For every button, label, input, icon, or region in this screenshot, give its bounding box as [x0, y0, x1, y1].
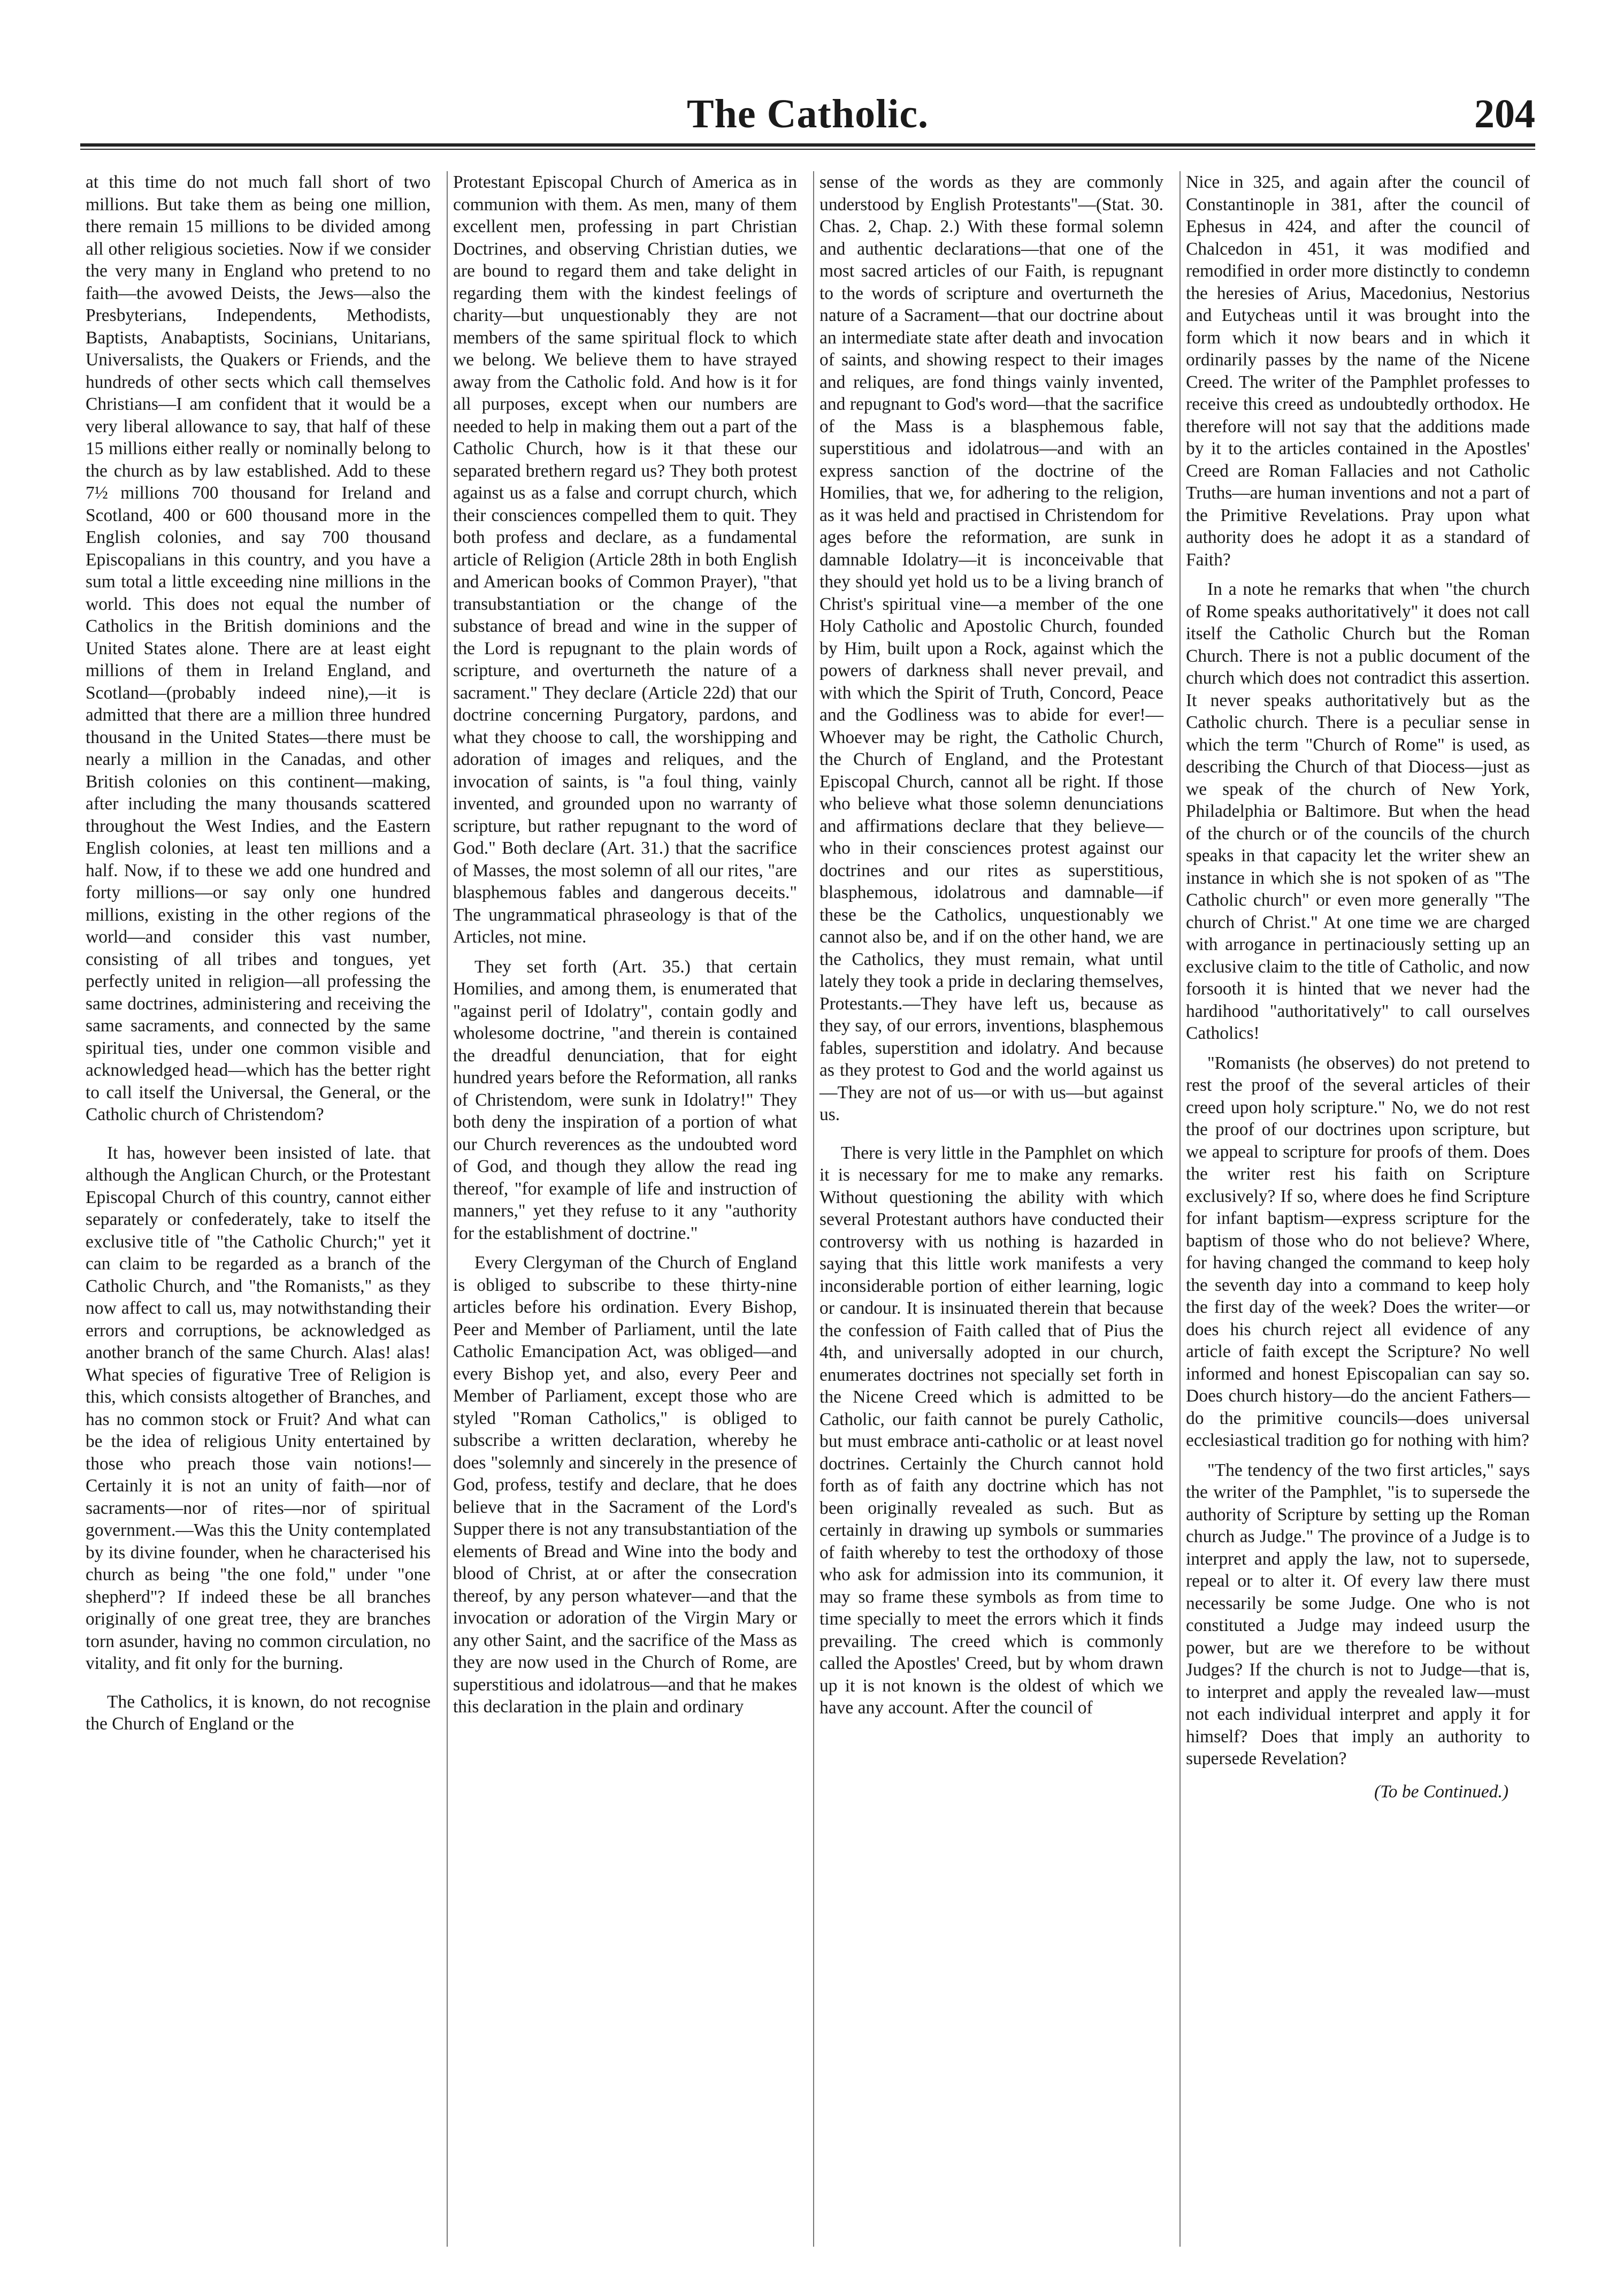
paragraph: Nice in 325, and again after the council of Constantinople in 381, after the council of Ephesus in 424, and after the council of Chalcedon in 451, it was modified and remodified in order more distinctly to condemn the heresies of Arius, Macedonius, Nestorius and Eutycheas until it was brought into the form which it now bears and in which it ordinarily passes by the name of the Nicene Creed. The writer of the Pamphlet professes to receive this creed as undoubtedly orthodox. He therefore will not say that the additions made by it to the articles contained in the Apostles' Creed are Roman Fallacies and not Catholic Truths—are human inventions and not a part of the Primitive Revelations. Pray upon what authority does he adopt it as a standard of Faith?: [1186, 172, 1530, 570]
paragraph: Protestant Episcopal Church of America as in communion with them. As men, many of them excellent men, professing in part Christian Doctrines, and observing Christian duties, we are bound to regard them and take delight in regarding them with the kindest feelings of charity—but unquestionably they are not members of the same spiritual flock to which we belong. We believe them to have strayed away from the Catholic fold. And how is it for all purposes, except when our numbers are needed to help in making them out a part of the Catholic Church, how is it that these our separated brethern regard us? They both protest against us as a false and corrupt church, which their consciences compelled them to quit. They both profess and declare, as a fundamental article of Religion (Article 28th in both English and American books of Common Prayer), "that transubstantiation or the change of the substance of bread and wine in the supper of the Lord is repugnant to the plain words of scripture, and overturneth the nature of a sacrament." They declare (Article 22d) that our doctrine concerning Purgatory, pardons, and what they choose to call, the worshipping and adoration of images and reliques, and the invocation of saints, is "a foul thing, vainly invented, and grounded upon no warranty of scripture, but rather repugnant to the word of God." Both declare (Art. 31.) that the sacrifice of Masses, the most solemn of all our rites, "are blasphemous fables and dangerous deceits." The ungrammatical phraseology is that of the Articles, not mine.: [453, 172, 797, 947]
page-number: 204: [1474, 91, 1535, 136]
column-3: [813, 171, 1169, 2247]
paragraph: sense of the words as they are commonly understood by English Protestants"—(Stat. 30. Chas. 2, Chap. 2.) With these formal solemn and authentic declarations—that one of the most sacred articles of our Faith, is repugnant to the words of scripture and overturneth the nature of a Sacrament—that our doctrine about an intermediate state after death and invocation of saints, and showing respect to their images and reliques, are fond things vainly invented, and repugnant to God's word—that the sacrifice of the Mass is a blasphemous fable, superstitious and idolatrous—and with an express sanction of the doctrine of the Homilies, that we, for adhering to the religion, as it was held and practised in Christendom for ages before the reformation, are sunk in damnable Idolatry—it is inconceivable that they should yet hold us to be a living branch of Christ's spiritual vine—a member of the one Holy Catholic and Apostolic Church, founded by Him, built upon a Rock, against which the powers of darkness shall never prevail, and with which the Spirit of Truth, Concord, Peace and the Godliness was to abide for ever!—Whoever may be right, the Catholic Church, the Church of England, and the Protestant Episcopal Church, cannot all be right. If those who believe what those solemn denunciations and affirmations declare that they believe—who in their consciences protest against our doctrines and our rites as superstitious, blasphemous, idolatrous and damnable—if these be the Catholics, unquestionably we cannot also be, and if on the other hand, we are the Catholics, they must remain, what until lately they took a pride in declaring themselves, Protestants.—They have left us, because as they say, of our errors, inventions, blasphemous fables, superstition and idolatry. And because as they protest to God and the world against us—They are not of us—or with us—but against us.: [819, 172, 1163, 1124]
column-4: [1179, 171, 1535, 2247]
column-1: [80, 171, 436, 2247]
publication-title: The Catholic.: [686, 91, 929, 136]
paragraph: at this time do not much fall short of two millions. But take them as being one million, there remain 15 millions to be divided among all other religious societies. Now if we consider the very many in England who pretend to no faith—the avowed Deists, the Jews—also the Presbyterians, Independents, Methodists, Baptists, Anabaptists, Socinians, Unitarians, Universalists, the Quakers or Friends, and the hundreds of other sects which call themselves Christians—I am confident that it would be a very liberal allowance to say, that half of these 15 millions either really or nominally belong to the church as by law established. Add to these 7½ millions 700 thousand for Ireland and Scotland, 400 or 600 thousand more in the English colonies, and say 700 thousand Episcopalians in this country, and you have a sum total a little exceeding nine millions in the world. This does not equal the number of Catholics in the British dominions and the United States alone. There are at least eight millions of them in Ireland England, and Scotland—(probably indeed nine),—it is admitted that there are a million three hundred thousand in the United States—there must be nearly a million in the Canadas, and other British colonies on this continent—making, after including the many thousands scattered throughout the West Indies, and the Eastern English colonies, at least ten millions and a half. Now, if to these we add one hundred and forty millions—or say only one hundred millions, existing in the other regions of the world—and consider this vast number, consisting of all tribes and tongues, yet perfectly united in religion—all professing the same doctrines, administering and receiving the same sacraments, and connected by the same spiritual ties, under one common visible and acknowledged head—which has the better right to call itself the Universal, the General, or the Catholic church of Christendom?: [86, 172, 431, 1124]
article-columns: [80, 171, 1535, 2247]
page-header: [80, 80, 1535, 144]
paragraph: It has, however been insisted of late. that although the Anglican Church, or the Protestant Episcopal Church of this country, cannot either separately or confederately, take to itself the exclusive title of "the Catholic Church;" yet it can claim to be regarded as a branch of the Catholic Church, and "the Romanists," as they now affect to call us, may notwithstanding their errors and corruptions, be acknowledged as another branch of the same Church. Alas! alas! What species of figurative Tree of Religion is this, which consists altogether of Branches, and has no common stock or Fruit? And what can be the idea of religious Unity entertained by those who preach those vain notions!—Certainly it is not an unity of faith—nor of sacraments—nor of rites—nor of spiritual government.—Was this the Unity contemplated by its divine founder, when he characterised his church as being "the one fold," under "one shepherd"? If indeed these be all branches originally of one great tree, they are branches torn asunder, having no common circulation, no vitality, and fit only for the burning.: [86, 1143, 431, 1673]
paragraph: "The tendency of the two first articles," says the writer of the Pamphlet, "is to supersede the authority of Scripture by setting up the Roman church as Judge." The province of a Judge is to interpret and apply the law, not to supersede, repeal or to alter it. Of every law there must necessarily be some Judge. One who is not constituted a Judge may indeed usurp the power, but are we therefore to be without Judges? If the church is not to Judge—that is, to interpret and apply the revealed law—must not each individual interpret and apply it for himself? Does that imply an authority to supersede Revelation?: [1186, 1460, 1530, 1768]
paragraph: The Catholics, it is known, do not recognise the Church of England or the: [86, 1691, 431, 1734]
paragraph: In a note he remarks that when "the church of Rome speaks authoritatively" it does not call itself the Catholic Church but the Roman Church. There is not a public document of the church which does not contradict this assertion. It never speaks authoritatively but as the Catholic church. There is a peculiar sense in which the term "Church of Rome" is used, as describing the Church of that Diocess—just as we speak of the church of New York, Philadelphia or Baltimore. But when the head of the church or of the councils of the church speaks in that capacity let the writer shew an instance in which she is not spoken of as "The Catholic church" or even more generally "The church of Christ." At one time we are charged with arrogance in pertinaciously setting up an exclusive claim to the title of Catholic, and now forsooth it is hinted that we never had the hardihood "authoritatively" to call ourselves Catholics!: [1186, 579, 1530, 1043]
paragraph: "Romanists (he observes) do not pretend to rest the proof of the several articles of their creed upon holy scripture." No, we do not rest the proof of our doctrines upon scripture, but we appeal to scripture for proofs of them. Does the writer rest his faith on Scripture exclusively? If so, where does he find Scripture for infant baptism—express scripture for the baptism of those who do not believe? Where, for having changed the command to keep holy the seventh day into a command to keep holy the first day of the week? Does the writer—or does his church reject all evidence of any article of faith except the Scripture? No well informed and honest Episcopalian can say so. Does church history—do the ancient Fathers—do the primitive councils—does universal ecclesiastical tradition go for nothing with him?: [1186, 1053, 1530, 1450]
continued-note: (To be Continued.): [1374, 1781, 1508, 1802]
header-rule: [80, 143, 1535, 150]
paragraph: They set forth (Art. 35.) that certain Homilies, and among them, is enumerated that "against peril of Idolatry", contain godly and wholesome doctrine, "and therein is contained the dreadful denunciation, that for eight hundred years before the Reformation, all ranks of Christendom, were sunk in Idolatry!" They both deny the inspiration of a portion of what our Church reverences as the undoubted word of God, and though they allow the read ing thereof, "for example of life and instruction of manners," yet they refuse to it any "authority for the establishment of doctrine.": [453, 956, 797, 1243]
column-2: [447, 171, 802, 2247]
paragraph: There is very little in the Pamphlet on which it is necessary for me to make any remarks. Without questioning the ability with which several Protestant authors have conducted their controversy with us nothing is hazarded in saying that this little work manifests a very inconsiderable portion of either learning, logic or candour. It is insinuated therein that because the confession of Faith called that of Pius the 4th, and universally adopted in our church, enumerates doctrines not specially set forth in the Nicene Creed which is admitted to be Catholic, our faith cannot be purely Catholic, but must embrace anti-catholic or at least novel doctrines. Certainly the Church cannot hold forth as of faith any doctrine which has not been originally revealed as such. But as certainly in drawing up symbols or summaries of faith whereby to test the orthodoxy of those who ask for admission into its communion, it may so frame these symbols as from time to time specially to meet the errors which it finds prevailing. The creed which is commonly called the Apostles' Creed, but by whom drawn up it is not known is the oldest of which we have any account. After the council of: [819, 1143, 1163, 1718]
paragraph: Every Clergyman of the Church of England is obliged to subscribe to these thirty-nine articles before his ordination. Every Bishop, Peer and Member of Parliament, until the late Catholic Emancipation Act, was obliged—and every Bishop yet, and also, every Peer and Member of Parliament, except those who are styled "Roman Catholics," is obliged to subscribe a written declaration, whereby he does "solemnly and sincerely in the presence of God, profess, testify and declare, that he does believe that in the Sacrament of the Lord's Supper there is not any transubstantiation of the elements of Bread and Wine into the body and blood of Christ, at or after the consecration thereof, by any person whatever—and that the invocation or adoration of the Virgin Mary or any other Saint, and the sacrifice of the Mass as they are now used in the Church of Rome, are superstitious and idolatrous—and that he makes this declaration in the plain and ordinary: [453, 1253, 797, 1717]
